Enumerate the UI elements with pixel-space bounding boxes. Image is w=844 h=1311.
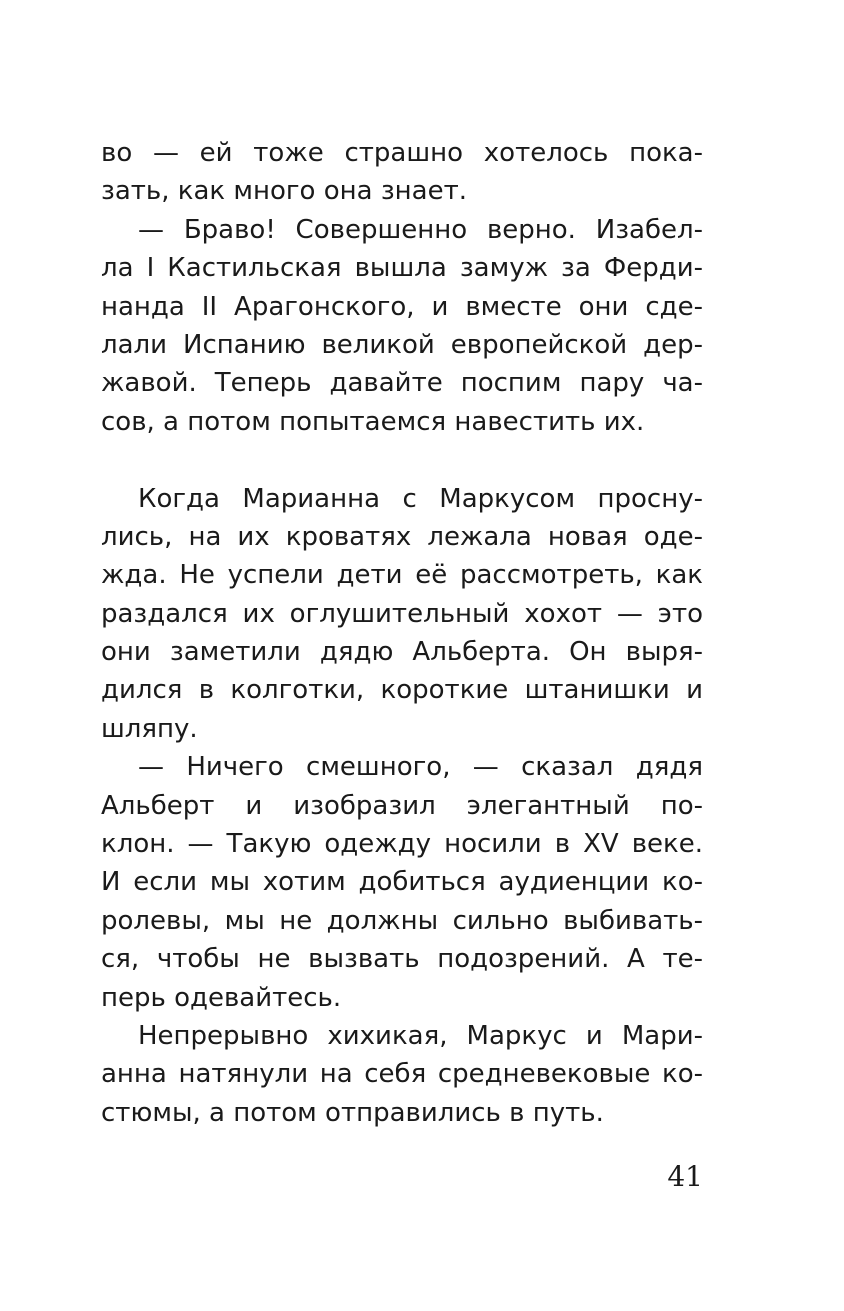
text-line: лали Испанию великой европейской дер- <box>101 329 703 360</box>
text-line: — Ничего смешного, — сказал дядя <box>138 752 703 783</box>
text-line: Когда Марианна с Маркусом просну- <box>138 483 703 514</box>
text-line: перь одевайтесь. <box>101 982 342 1013</box>
text-line: Непрерывно хихикая, Маркус и Мари- <box>138 1020 703 1051</box>
text-line: жда. Не успели дети её рассмотреть, как <box>101 560 703 591</box>
paragraph <box>101 1017 703 1132</box>
text-line: во — ей тоже страшно хотелось пока- <box>101 138 703 168</box>
text-line: нанда II Арагонского, и вместе они сде- <box>101 291 703 322</box>
text-line: И если мы хотим добиться аудиенции ко- <box>101 867 703 898</box>
paragraph <box>101 480 703 749</box>
text-line: лись, на их кроватях лежала новая оде- <box>101 521 703 552</box>
text-line: сов, а потом попытаемся навестить их. <box>101 406 645 437</box>
text-line: раздался их оглушительный хохот — это <box>101 598 703 629</box>
text-line: стюмы, а потом отправились в путь. <box>101 1097 604 1128</box>
page-number: 41 <box>667 1160 703 1193</box>
text-line: ла I Кастильская вышла замуж за Ферди- <box>101 253 703 284</box>
body-text <box>101 134 703 1132</box>
text-line: анна натянули на себя средневековые ко- <box>101 1059 703 1090</box>
text-line: шляпу. <box>101 713 198 744</box>
text-line: ролевы, мы не должны сильно выбивать- <box>101 905 703 936</box>
paragraph <box>101 134 703 211</box>
text-line: жавой. Теперь давайте поспим пару ча- <box>101 368 703 399</box>
text-line: они заметили дядю Альберта. Он выря- <box>101 637 703 668</box>
paragraph <box>101 211 703 441</box>
text-line: ся, чтобы не вызвать подозрений. А те- <box>101 944 703 975</box>
section-break <box>101 441 703 479</box>
paragraph <box>101 748 703 1017</box>
text-line: дился в колготки, короткие штанишки и <box>101 675 703 706</box>
text-line: зать, как много она знает. <box>101 176 467 207</box>
text-line: — Браво! Совершенно верно. Изабел- <box>138 214 703 245</box>
text-line: клон. — Такую одежду носили в XV веке. <box>101 829 703 860</box>
text-line: Альберт и изобразил элегантный по- <box>101 790 703 821</box>
